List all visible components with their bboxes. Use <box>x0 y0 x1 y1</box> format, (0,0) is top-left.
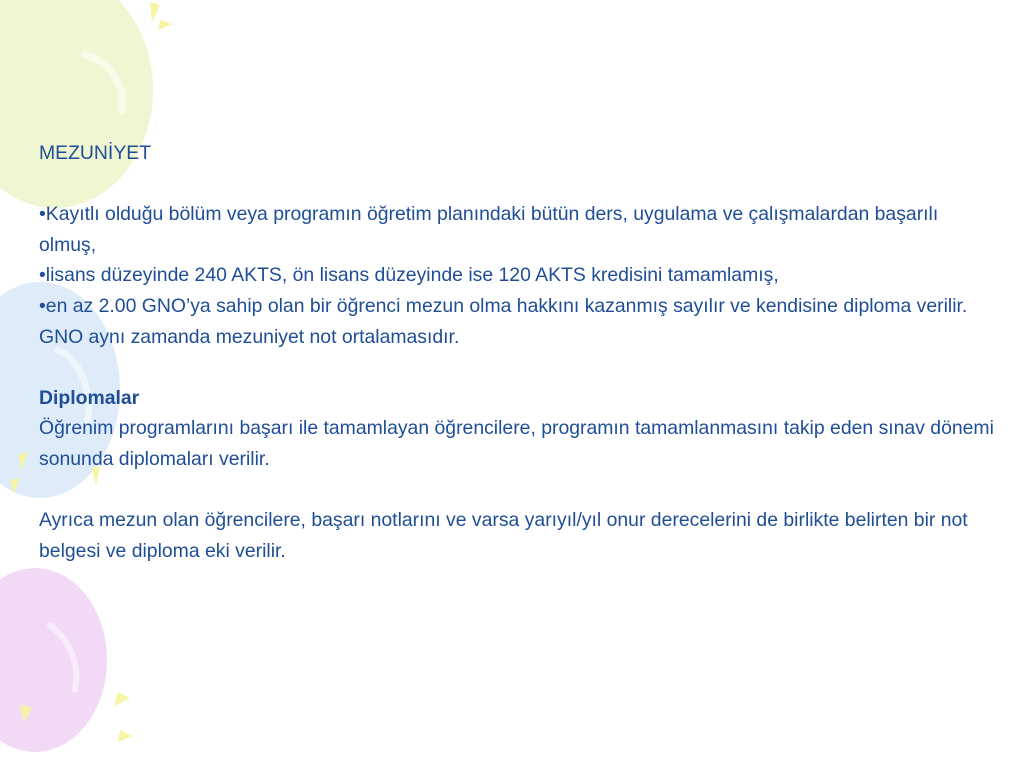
slide-content <box>39 138 999 566</box>
diploma-heading: Diplomalar <box>39 386 140 409</box>
spacer <box>39 169 999 200</box>
spacer <box>39 352 999 383</box>
section-title: MEZUNİYET <box>39 142 152 164</box>
spacer <box>39 475 999 506</box>
purple-balloon-icon <box>0 568 107 752</box>
bullet-akts: •lisans düzeyinde 240 AKTS, ön lisans düzeyinde ise 120 AKTS kredisini tamamlamış, <box>39 264 779 287</box>
diploma-paragraph: Öğrenim programlarını başarı ile tamamlayan öğrencilere, programın tamamlanmasını takip eden sınav dönemi sonunda diplomaları verilir. <box>39 417 994 470</box>
bullet-gno: •en az 2.00 GNO’ya sahip olan bir öğrenci mezun olma hakkını kazanmış sayılır ve kendisine diploma verilir. GNO aynı zamanda mezuniyet not ortalamasıdır. <box>39 294 968 348</box>
bullet-completion: •Kayıtlı olduğu bölüm veya programın öğretim planındaki bütün ders, uygulama ve çalışmalardan başarılı olmuş, <box>39 203 939 256</box>
supplement-paragraph: Ayrıca mezun olan öğrencilere, başarı notlarını ve varsa yarıyıl/yıl onur derecelerini de birlikte belirten bir not belgesi ve diploma eki verilir. <box>39 509 968 562</box>
